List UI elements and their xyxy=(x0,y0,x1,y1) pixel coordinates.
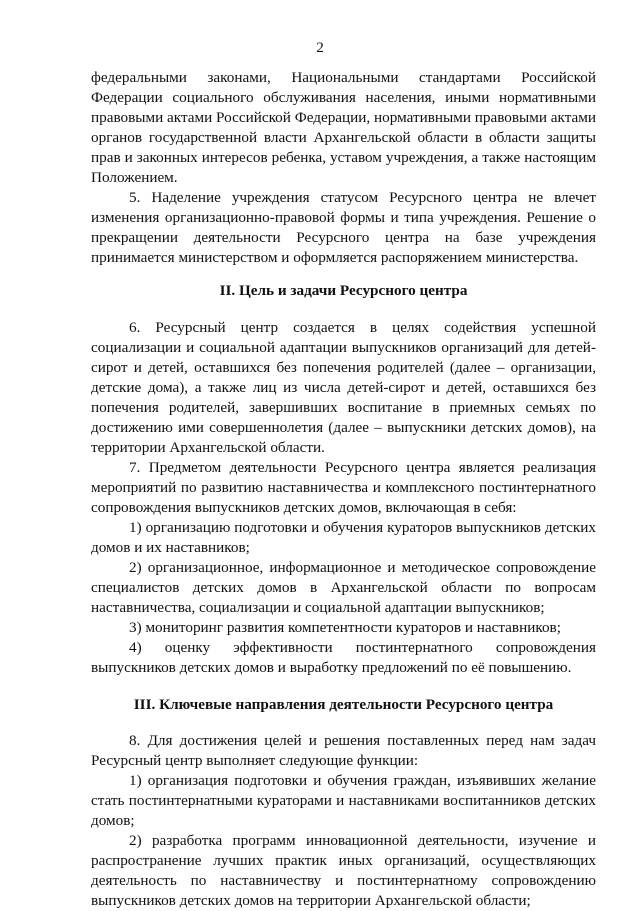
section-heading-goals: II. Цель и задачи Ресурсного центра xyxy=(219,282,468,299)
list-item-8-1: 1) организация подготовки и обучения граждан, изъявивших желание стать постинтернатными кураторами и наставниками воспитанников детских домов; xyxy=(91,772,596,829)
paragraph-item-6: 6. Ресурсный центр создается в целях содействия успешной социализации и социальной адаптации выпускников организаций для детей-сирот и детей, оставшихся без попечения родителей (далее – организации, детские дома), а также лиц из числа детей-сирот и детей, оставшихся без попечения родителей, завершивших воспитание в приемных семьях по достижению ими совершеннолетия (далее – выпускники детских домов), на территории Архангельской области. xyxy=(91,319,596,456)
list-item-8-2: 2) разработка программ инновационной деятельности, изучение и распространение лучших практик иных организаций, осуществляющих деятельность по наставничеству и постинтернатному сопровождению выпускников детских домов на территории Архангельской области; xyxy=(91,832,596,909)
section-heading-directions: III. Ключевые направления деятельности Ресурсного центра xyxy=(133,696,554,713)
list-item-7-1: 1) организацию подготовки и обучения кураторов выпускников детских домов и их наставников; xyxy=(91,519,596,556)
document-body xyxy=(91,68,596,911)
paragraph-continuation: федеральными законами, Национальными стандартами Российской Федерации социального обслуживания населения, иными нормативными правовыми актами Российской Федерации, нормативными правовыми актами органов государственной власти Архангельской области в области защиты прав и законных интересов ребенка, уставом учреждения, а также настоящим Положением. xyxy=(91,69,597,186)
list-item-7-4: 4) оценку эффективности постинтернатного сопровождения выпускников детских домов и выработку предложений по её повышению. xyxy=(91,639,596,676)
page-number: 2 xyxy=(316,39,324,56)
paragraph-item-8: 8. Для достижения целей и решения поставленных перед нам задач Ресурсный центр выполняет следующие функции: xyxy=(91,732,596,769)
list-item-7-2: 2) организационное, информационное и методическое сопровождение специалистов детских домов в Архангельской области по вопросам наставничества, социализации и социальной адаптации выпускников; xyxy=(91,559,596,616)
list-item-7-3: 3) мониторинг развития компетентности кураторов и наставников; xyxy=(129,619,561,636)
paragraph-item-5: 5. Наделение учреждения статусом Ресурсного центра не влечет изменения организационно-правовой формы и типа учреждения. Решение о прекращении деятельности Ресурсного центра на базе учреждения принимается министерством и оформляется распоряжением министерства. xyxy=(91,189,596,266)
paragraph-item-7: 7. Предметом деятельности Ресурсного центра является реализация мероприятий по развитию наставничества и комплексного постинтернатного сопровождения выпускников детских домов, включающая в себя: xyxy=(91,459,596,516)
